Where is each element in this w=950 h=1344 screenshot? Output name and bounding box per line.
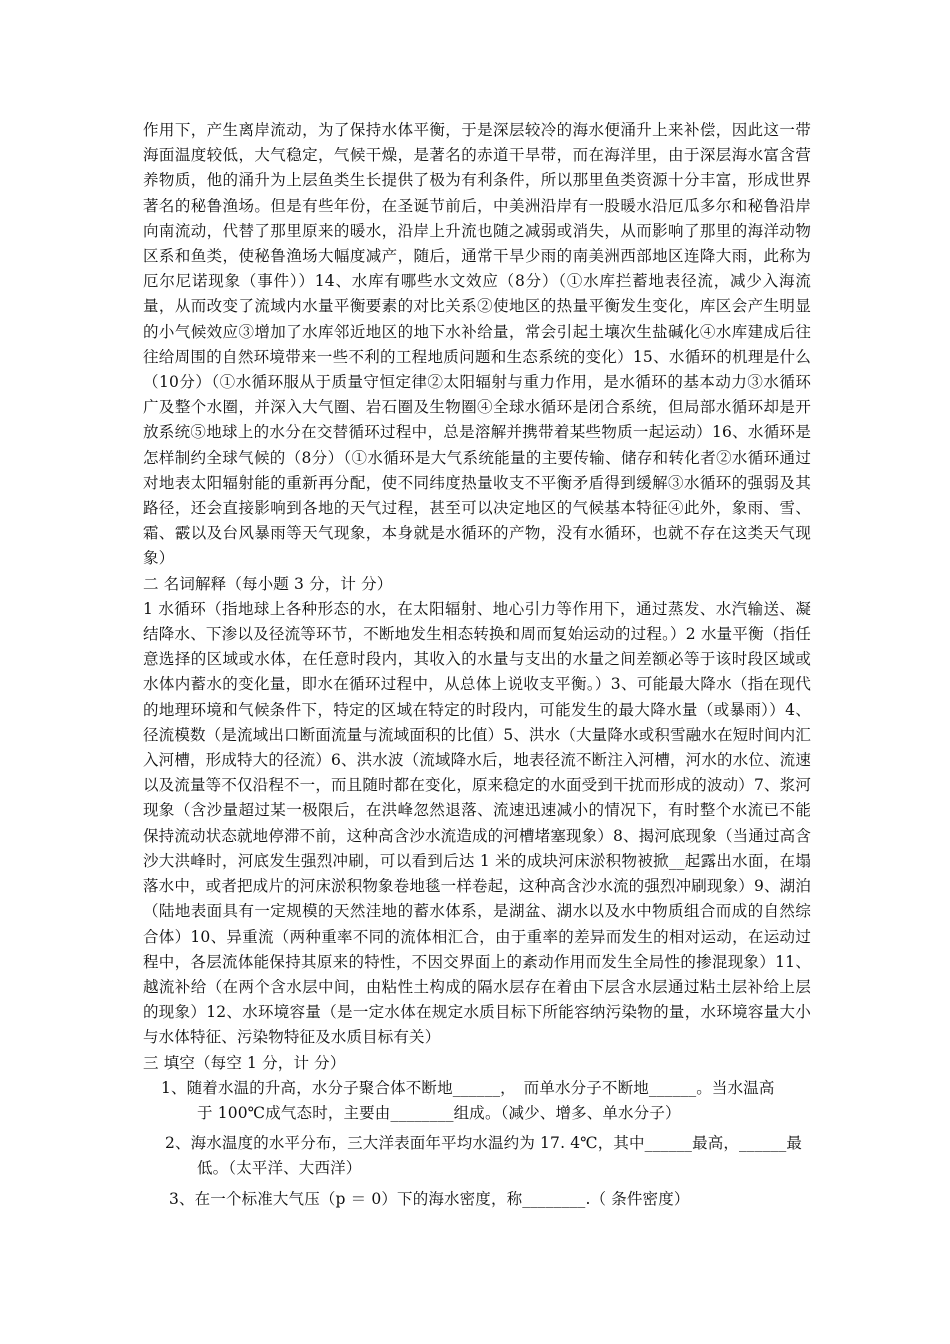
fill-blank-item-1-line1: 1、随着水温的升高，水分子聚合体不断地______， 而单水分子不断地______。当水温高 <box>161 1078 775 1097</box>
fill-blank-item-1-line2: 于 100℃成气态时，主要由________组成。（减少、增多、单水分子） <box>197 1103 681 1122</box>
section-two-heading: 二 名词解释（每小题 3 分，计 分） <box>143 574 393 593</box>
document-page <box>143 118 811 1212</box>
fill-blank-item-1 <box>143 1076 811 1126</box>
section-two-definitions: 1 水循环（指地球上各种形态的水，在太阳辐射、地心引力等作用下，通过蒸发、水汽输送、凝结降水、下渗以及径流等环节，不断地发生相态转换和周而复始运动的过程。）2 水量平衡（指任意选择的区域或水体，在任意时段内，其收入的水量与支出的水量之间差额必等于该时段区域或水体内蓄水的变化量，即水在循环过程中，从总体上说收支平衡。）3、可能最大降水（指在现代的地理环境和气候条件下，特定的区域在特定的时段内，可能发生的最大降水量（或暴雨））4、径流模数（是流域出口断面流量与流域面积的比值）5、洪水（大量降水或积雪融水在短时间内汇入河槽，形成特大的径流）6、洪水波（流域降水后，地表径流不断注入河槽，河水的水位、流速以及流量等不仅沿程不一，而且随时都在变化，原来稳定的水面受到干扰而形成的波动）7、浆河现象（含沙量超过某一极限后，在洪峰忽然退落、流速迅速减小的情况下，有时整个水流已不能保持流动状态就地停滞不前，这种高含沙水流造成的河槽堵塞现象）8、揭河底现象（当通过高含沙大洪峰时，河底发生强烈冲刷，可以看到后达 1 米的成块河床淤积物被掀__起露出水面，在塌落水中，或者把成片的河床淤积物象卷地毯一样卷起，这种高含沙水流的强烈冲刷现象）9、湖泊（陆地表面具有一定规模的天然洼地的蓄水体系，是湖盆、湖水以及水中物质组合而成的自然综合体）10、异重流（两种重率不同的流体相汇合，由于重率的差异而发生的相对运动，在运动过程中，各层流体能保持其原来的特性，不因交界面上的紊动作用而发生全局性的掺混现象）11、越流补给（在两个含水层中间，由粘性土构成的隔水层存在着由下层含水层通过粘土层补给上层的现象）12、水环境容量（是一定水体在规定水质目标下所能容纳污染物的量，水环境容量大小与水体特征、污染物特征及水质目标有关） <box>143 599 811 1047</box>
fill-blank-item-3 <box>143 1187 811 1212</box>
section-three-heading: 三 填空（每空 1 分，计 分） <box>143 1053 346 1072</box>
fill-blank-item-2-line1: 2、海水温度的水平分布，三大洋表面年平均水温约为 17. 4℃，其中______最高，______最 <box>165 1134 803 1153</box>
continued-answer-paragraph: 作用下，产生离岸流动，为了保持水体平衡，于是深层较冷的海水便涌升上来补偿，因此这一带海面温度较低，大气稳定，气候干燥，是著名的赤道干旱带，而在海洋里，由于深层海水富含营养物质，他的涌升为上层鱼类生长提供了极为有利条件，所以那里鱼类资源十分丰富，形成世界著名的秘鲁渔场。但是有些年份，在圣诞节前后，中美洲沿岸有一股暖水沿厄瓜多尔和秘鲁沿岸向南流动，代替了那里原来的暖水，沿岸上升流也随之减弱或消失，从而影响了那里的海洋动物区系和鱼类，使秘鲁渔场大幅度减产，随后，通常干旱少雨的南美洲西部地区连降大雨，此称为厄尔尼诺现象（事件））14、水库有哪些水文效应（8分）（①水库拦蓄地表径流，减少入海流量，从而改变了流域内水量平衡要素的对比关系②使地区的热量平衡发生变化，库区会产生明显的小气候效应③增加了水库邻近地区的地下水补给量，常会引起土壤次生盐碱化④水库建成后往往给周围的自然环境带来一些不利的工程地质问题和生态系统的变化）15、水循环的机理是什么（10分）（①水循环服从于质量守恒定律②太阳辐射与重力作用，是水循环的基本动力③水循环广及整个水圈，并深入大气圈、岩石圈及生物圈④全球水循环是闭合系统，但局部水循环却是开放系统⑤地球上的水分在交替循环过程中，总是溶解并携带着某些物质一起运动）16、水循环是怎样制约全球气候的（8分）（①水循环是大气系统能量的主要传输、储存和转化者②水循环通过对地表太阳辐射能的重新再分配，使不同纬度热量收支不平衡矛盾得到缓解③水循环的强弱及其路径，还会直接影响到各地的天气过程，甚至可以决定地区的气候基本特征④此外，象雨、雪、霜、霰以及台风暴雨等天气现象，本身就是水循环的产物，没有水循环，也就不存在这类天气现象） <box>143 121 811 568</box>
fill-blank-item-3-line1: 3、在一个标准大气压（p ＝ 0）下的海水密度，称________.（ 条件密度） <box>169 1189 690 1208</box>
fill-blank-item-2 <box>143 1131 811 1181</box>
fill-blank-item-2-line2: 低。（太平洋、大西洋） <box>197 1159 362 1178</box>
